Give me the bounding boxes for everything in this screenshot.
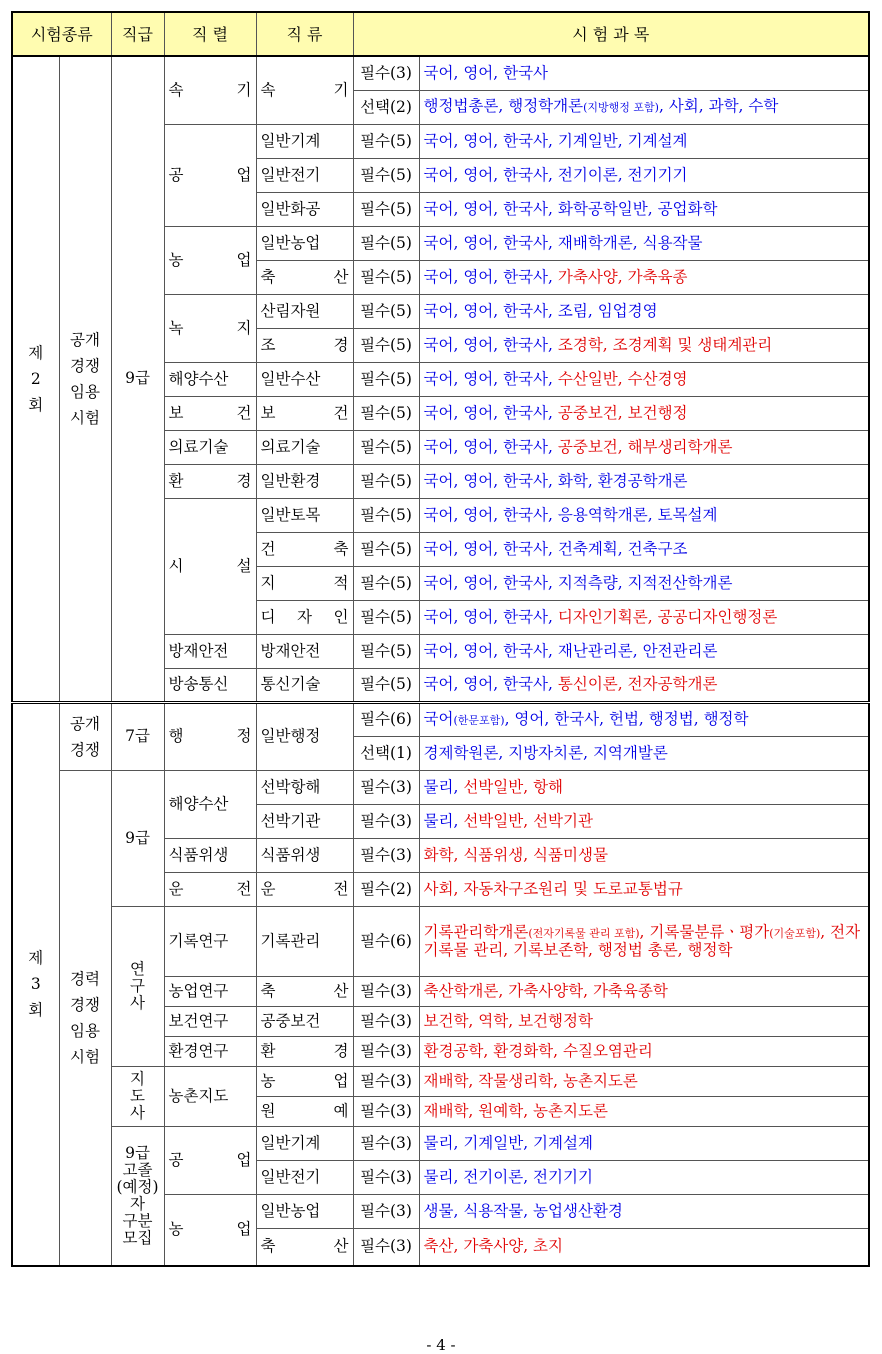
class-cell: 보 건 bbox=[256, 396, 353, 430]
subject-text: 국어, 영어, 한국사, bbox=[423, 335, 558, 354]
class-cell: 지 적 bbox=[256, 566, 353, 600]
class-cell: 일반기계 bbox=[256, 1126, 353, 1160]
subject-text: , 전자기록물 관리, 기록보존학, 행정법 총론, 행정학 bbox=[423, 922, 861, 959]
subjects-cell bbox=[419, 294, 869, 328]
class-cell: 일반농업 bbox=[256, 1194, 353, 1228]
subject-text: 행정법총론, 행정학개론 bbox=[423, 97, 584, 115]
requirement-cell: 필수(3) bbox=[353, 1006, 419, 1036]
requirement-cell: 필수(5) bbox=[353, 600, 419, 634]
subject-text: 국어, 영어, 한국사, bbox=[423, 437, 558, 456]
requirement-cell: 필수(5) bbox=[353, 362, 419, 396]
class-cell: 방재안전 bbox=[256, 634, 353, 668]
subjects-cell bbox=[419, 396, 869, 430]
requirement-cell: 필수(3) bbox=[353, 1228, 419, 1266]
requirement-cell: 필수(5) bbox=[353, 226, 419, 260]
class-cell: 선박항해 bbox=[256, 770, 353, 804]
series-cell: 운 전 bbox=[164, 872, 256, 906]
header-class: 직 류 bbox=[256, 12, 353, 56]
subject-text: , 영어, 한국사, 헌법, 행정법, 행정학 bbox=[504, 709, 749, 728]
subjects-cell bbox=[419, 1160, 869, 1194]
subject-text: 국어 bbox=[423, 709, 454, 728]
subject-text: 선박일반, 항해 bbox=[463, 777, 564, 796]
subjects-cell bbox=[419, 906, 869, 976]
kind-cell: 공개 경쟁 임용 시험 bbox=[59, 56, 111, 702]
requirement-cell: 필수(5) bbox=[353, 532, 419, 566]
requirement-cell: 필수(5) bbox=[353, 668, 419, 702]
subjects-cell bbox=[419, 192, 869, 226]
subjects-cell bbox=[419, 770, 869, 804]
subject-text: 국어, 영어, 한국사, 기계일반, 기계설계 bbox=[423, 131, 688, 150]
table-row bbox=[12, 56, 869, 90]
subjects-cell bbox=[419, 976, 869, 1006]
requirement-cell: 선택(2) bbox=[353, 90, 419, 124]
requirement-cell: 필수(5) bbox=[353, 124, 419, 158]
requirement-cell: 필수(5) bbox=[353, 396, 419, 430]
grade-cell: 7급 bbox=[111, 702, 164, 770]
subject-text: 경제학원론, 지방자치론, 지역개발론 bbox=[423, 743, 668, 762]
subject-text: 가축사양, 가축육종 bbox=[557, 267, 688, 286]
subjects-cell bbox=[419, 1194, 869, 1228]
series-cell: 식품위생 bbox=[164, 838, 256, 872]
class-cell: 농 업 bbox=[256, 1066, 353, 1096]
requirement-cell: 필수(3) bbox=[353, 1036, 419, 1066]
subject-text: , 기록물분류ㆍ평가 bbox=[639, 922, 770, 941]
series-cell: 해양수산 bbox=[164, 770, 256, 838]
class-cell: 디 자 인 bbox=[256, 600, 353, 634]
subjects-cell bbox=[419, 1126, 869, 1160]
series-cell: 방송통신 bbox=[164, 668, 256, 702]
subject-text: 재배학, 작물생리학, 농촌지도론 bbox=[423, 1071, 638, 1090]
requirement-cell: 필수(5) bbox=[353, 192, 419, 226]
series-cell: 행 정 bbox=[164, 702, 256, 770]
subject-text: 통신이론, 전자공학개론 bbox=[557, 675, 718, 693]
subject-text: 국어, 영어, 한국사, 화학, 환경공학개론 bbox=[423, 471, 688, 490]
subjects-cell bbox=[419, 634, 869, 668]
requirement-cell: 필수(6) bbox=[353, 702, 419, 736]
requirement-cell: 필수(3) bbox=[353, 1096, 419, 1126]
class-cell: 조 경 bbox=[256, 328, 353, 362]
subject-text: 재배학, 원예학, 농촌지도론 bbox=[423, 1101, 608, 1120]
subjects-cell bbox=[419, 124, 869, 158]
requirement-cell: 필수(5) bbox=[353, 328, 419, 362]
table-row bbox=[12, 1126, 869, 1160]
header-subjects: 시 험 과 목 bbox=[353, 12, 869, 56]
subject-text: (지방행정 포함) bbox=[583, 101, 659, 114]
subject-text: 국어, 영어, 한국사, bbox=[423, 675, 558, 693]
requirement-cell: 필수(3) bbox=[353, 1126, 419, 1160]
subjects-cell bbox=[419, 1066, 869, 1096]
requirement-cell: 필수(5) bbox=[353, 464, 419, 498]
subjects-cell bbox=[419, 804, 869, 838]
subjects-cell bbox=[419, 464, 869, 498]
subject-text: 축산학개론, 가축사양학, 가축육종학 bbox=[423, 981, 668, 1000]
subjects-cell bbox=[419, 362, 869, 396]
subjects-cell bbox=[419, 498, 869, 532]
subject-text: 수산일반, 수산경영 bbox=[557, 369, 688, 388]
exam-subjects-table bbox=[11, 11, 870, 1267]
series-cell: 방재안전 bbox=[164, 634, 256, 668]
requirement-cell: 필수(6) bbox=[353, 906, 419, 976]
subject-text: 국어, 영어, 한국사, 지적측량, 지적전산학개론 bbox=[423, 573, 733, 592]
requirement-cell: 필수(2) bbox=[353, 872, 419, 906]
requirement-cell: 선택(1) bbox=[353, 736, 419, 770]
requirement-cell: 필수(5) bbox=[353, 634, 419, 668]
class-cell: 일반전기 bbox=[256, 158, 353, 192]
series-cell: 기록연구 bbox=[164, 906, 256, 976]
subjects-cell bbox=[419, 838, 869, 872]
class-cell: 원 예 bbox=[256, 1096, 353, 1126]
requirement-cell: 필수(3) bbox=[353, 976, 419, 1006]
class-cell: 건 축 bbox=[256, 532, 353, 566]
class-cell: 공중보건 bbox=[256, 1006, 353, 1036]
series-cell: 농촌지도 bbox=[164, 1066, 256, 1126]
subject-text: 국어, 영어, 한국사, 재배학개론, 식용작물 bbox=[423, 233, 703, 252]
subject-text: , 사회, 과학, 수학 bbox=[658, 97, 779, 115]
subject-text: 보건학, 역학, 보건행정학 bbox=[423, 1011, 593, 1030]
header-exam-type: 시험종류 bbox=[12, 12, 111, 56]
requirement-cell: 필수(5) bbox=[353, 294, 419, 328]
page-number: - 4 - bbox=[426, 1336, 456, 1354]
subjects-cell bbox=[419, 430, 869, 464]
subjects-cell bbox=[419, 600, 869, 634]
subject-text: 생물, 식용작물, 농업생산환경 bbox=[423, 1201, 623, 1220]
kind-cell: 공개 경쟁 bbox=[59, 702, 111, 770]
subject-text: (전자기록물 관리 포함) bbox=[528, 926, 640, 940]
subject-text: 국어, 영어, 한국사 bbox=[423, 63, 549, 82]
class-cell: 기록관리 bbox=[256, 906, 353, 976]
table-row bbox=[12, 1066, 869, 1096]
grade-cell: 연 구 사 bbox=[111, 906, 164, 1066]
subjects-cell bbox=[419, 872, 869, 906]
series-cell: 농 업 bbox=[164, 1194, 256, 1266]
requirement-cell: 필수(3) bbox=[353, 1160, 419, 1194]
requirement-cell: 필수(5) bbox=[353, 430, 419, 464]
subjects-cell bbox=[419, 328, 869, 362]
series-cell: 보건연구 bbox=[164, 1006, 256, 1036]
requirement-cell: 필수(3) bbox=[353, 838, 419, 872]
series-cell: 속 기 bbox=[164, 56, 256, 124]
series-cell: 보 건 bbox=[164, 396, 256, 430]
requirement-cell: 필수(3) bbox=[353, 770, 419, 804]
subjects-cell bbox=[419, 702, 869, 736]
series-cell: 환경연구 bbox=[164, 1036, 256, 1066]
subjects-cell bbox=[419, 158, 869, 192]
requirement-cell: 필수(3) bbox=[353, 1066, 419, 1096]
grade-cell: 지 도 사 bbox=[111, 1066, 164, 1126]
class-cell: 속 기 bbox=[256, 56, 353, 124]
subjects-cell bbox=[419, 226, 869, 260]
class-cell: 일반수산 bbox=[256, 362, 353, 396]
subject-text: 환경공학, 환경화학, 수질오염관리 bbox=[423, 1041, 653, 1060]
series-cell: 해양수산 bbox=[164, 362, 256, 396]
subjects-cell bbox=[419, 668, 869, 702]
requirement-cell: 필수(3) bbox=[353, 1194, 419, 1228]
series-cell: 농 업 bbox=[164, 226, 256, 294]
class-cell: 일반농업 bbox=[256, 226, 353, 260]
subject-text: 국어, 영어, 한국사, bbox=[423, 267, 558, 286]
subjects-cell bbox=[419, 532, 869, 566]
class-cell: 산림자원 bbox=[256, 294, 353, 328]
series-cell: 농업연구 bbox=[164, 976, 256, 1006]
requirement-cell: 필수(5) bbox=[353, 498, 419, 532]
subjects-cell bbox=[419, 56, 869, 90]
table-row bbox=[12, 702, 869, 736]
class-cell: 일반환경 bbox=[256, 464, 353, 498]
subject-text: 사회, 자동차구조원리 및 도로교통법규 bbox=[423, 879, 683, 898]
table-row bbox=[12, 906, 869, 976]
subject-text: 기록관리학개론 bbox=[423, 922, 529, 941]
round-cell: 제 2 회 bbox=[12, 56, 59, 702]
class-cell: 축 산 bbox=[256, 1228, 353, 1266]
subject-text: 국어, 영어, 한국사, 재난관리론, 안전관리론 bbox=[423, 641, 718, 660]
table-header-row bbox=[12, 12, 869, 56]
subject-text: 화학, 식품위생, 식품미생물 bbox=[423, 845, 608, 864]
series-cell: 공 업 bbox=[164, 1126, 256, 1194]
series-cell: 녹 지 bbox=[164, 294, 256, 362]
subject-text: 디자인기획론, 공공디자인행정론 bbox=[557, 607, 778, 626]
class-cell: 환 경 bbox=[256, 1036, 353, 1066]
class-cell: 일반기계 bbox=[256, 124, 353, 158]
series-cell: 공 업 bbox=[164, 124, 256, 226]
requirement-cell: 필수(5) bbox=[353, 566, 419, 600]
subject-text: 국어, 영어, 한국사, 화학공학일반, 공업화학 bbox=[423, 199, 718, 218]
subject-text: (한문포함) bbox=[453, 713, 505, 727]
subject-text: 공중보건, 해부생리학개론 bbox=[557, 437, 733, 456]
class-cell: 축 산 bbox=[256, 260, 353, 294]
requirement-cell: 필수(3) bbox=[353, 804, 419, 838]
class-cell: 운 전 bbox=[256, 872, 353, 906]
class-cell: 축 산 bbox=[256, 976, 353, 1006]
class-cell: 일반전기 bbox=[256, 1160, 353, 1194]
subjects-cell bbox=[419, 1228, 869, 1266]
class-cell: 일반행정 bbox=[256, 702, 353, 770]
subjects-cell bbox=[419, 1096, 869, 1126]
subject-text: 국어, 영어, 한국사, 응용역학개론, 토목설계 bbox=[423, 505, 718, 524]
subjects-cell bbox=[419, 736, 869, 770]
series-cell: 환 경 bbox=[164, 464, 256, 498]
subject-text: 조경학, 조경계획 및 생태계관리 bbox=[557, 335, 773, 354]
subjects-cell bbox=[419, 90, 869, 124]
subject-text: 물리, 전기이론, 전기기기 bbox=[423, 1167, 593, 1186]
series-cell: 의료기술 bbox=[164, 430, 256, 464]
header-grade: 직급 bbox=[111, 12, 164, 56]
table-row bbox=[12, 770, 869, 804]
class-cell: 식품위생 bbox=[256, 838, 353, 872]
grade-cell: 9급 bbox=[111, 770, 164, 906]
subjects-cell bbox=[419, 1006, 869, 1036]
class-cell: 일반화공 bbox=[256, 192, 353, 226]
round-cell: 제 3 회 bbox=[12, 702, 59, 1266]
subject-text: 물리, bbox=[423, 777, 464, 796]
subjects-cell bbox=[419, 566, 869, 600]
header-series: 직 렬 bbox=[164, 12, 256, 56]
subject-text: 국어, 영어, 한국사, 조림, 임업경영 bbox=[423, 301, 658, 320]
subject-text: (기술포함) bbox=[769, 926, 821, 940]
requirement-cell: 필수(5) bbox=[353, 260, 419, 294]
series-cell: 시 설 bbox=[164, 498, 256, 634]
subject-text: 국어, 영어, 한국사, bbox=[423, 369, 558, 388]
kind-cell: 경력 경쟁 임용 시험 bbox=[59, 770, 111, 1266]
subject-text: 물리, bbox=[423, 811, 464, 830]
subject-text: 국어, 영어, 한국사, 건축계획, 건축구조 bbox=[423, 539, 688, 558]
class-cell: 일반토목 bbox=[256, 498, 353, 532]
subject-text: 국어, 영어, 한국사, 전기이론, 전기기기 bbox=[423, 165, 688, 184]
class-cell: 의료기술 bbox=[256, 430, 353, 464]
subjects-cell bbox=[419, 1036, 869, 1066]
requirement-cell: 필수(5) bbox=[353, 158, 419, 192]
subject-text: 선박일반, 선박기관 bbox=[463, 811, 593, 830]
subject-text: 물리, 기계일반, 기계설계 bbox=[423, 1133, 593, 1152]
class-cell: 선박기관 bbox=[256, 804, 353, 838]
class-cell: 통신기술 bbox=[256, 668, 353, 702]
subject-text: 축산, 가축사양, 초지 bbox=[423, 1237, 564, 1256]
subject-text: 국어, 영어, 한국사, bbox=[423, 607, 558, 626]
requirement-cell: 필수(3) bbox=[353, 56, 419, 90]
subject-text: 공중보건, 보건행정 bbox=[557, 403, 688, 422]
subjects-cell bbox=[419, 260, 869, 294]
subject-text: 국어, 영어, 한국사, bbox=[423, 403, 558, 422]
grade-cell: 9급 bbox=[111, 56, 164, 702]
grade-cell: 9급 고졸 (예정) 자 구분 모집 bbox=[111, 1126, 164, 1266]
